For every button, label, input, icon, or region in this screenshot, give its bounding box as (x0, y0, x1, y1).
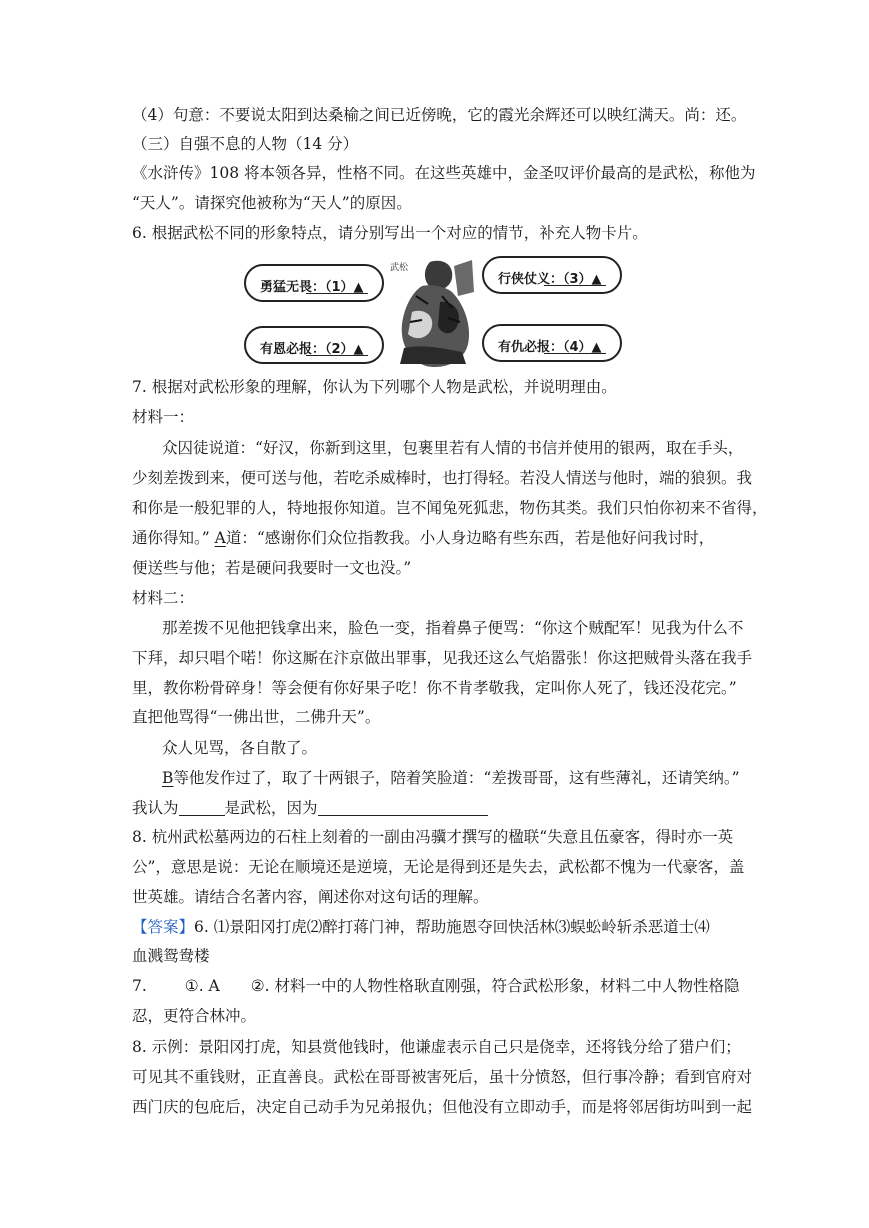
marker-b: B (162, 769, 174, 787)
card-brave-label: 勇猛无畏：（1）▲ (260, 280, 364, 295)
text-line: 《水浒传》108 将本领各异，性格不同。在这些英雄中，金圣叹评价最高的是武松，称他为 (132, 164, 756, 182)
text-line: 8. 示例：景阳冈打虎，知县赏他钱时，他谦虚表示自己只是侥幸，还将钱分给了猎户们； (132, 1038, 741, 1056)
text-line: 便送些与他；若是硬问我要时一文也没。” (132, 559, 412, 577)
text-line: “天人”。请探究他被称为“天人”的原因。 (132, 194, 412, 212)
answer-line (132, 916, 710, 938)
text-line: 忍，更符合林冲。 (132, 1007, 257, 1025)
text-line: 众囚徒说道：“好汉，你新到这里，包裹里若有人情的书信并使用的银两，取在手头， (162, 439, 744, 457)
card-brave-blank (306, 293, 368, 294)
text-line: 血溅鸳鸯楼 (132, 947, 210, 965)
text-line: 众人见骂，各自散了。 (162, 739, 318, 757)
card-grateful-label: 有恩必报：（2）▲ (260, 342, 364, 357)
question-7: 7. 根据对武松形象的理解，你认为下列哪个人物是武松，并说明理由。 (132, 378, 617, 396)
text-line: 西门庆的包庇后，决定自己动手为兄弟报仇；但他没有立即动手，而是将邻居街坊叫到一起 (132, 1098, 753, 1116)
text-line: 世英雄。请结合名著内容，阐述你对这句话的理解。 (132, 888, 489, 906)
text-line: 里，教你粉骨碎身！等会便有你好果子吃！你不肯孝敬我，定叫你人死了，钱还没花完。” (132, 679, 737, 697)
text-segment: 通你得知。” (132, 529, 215, 547)
question-6: 6. 根据武松不同的形象特点，请分别写出一个对应的情节，补充人物卡片。 (132, 224, 648, 242)
material-one-label: 材料一： (132, 408, 195, 426)
text-line: 和你是一般犯罪的人，特地报你知道。岂不闻兔死狐悲，物伤其类。我们只怕你初来不省得， (132, 499, 768, 517)
card-vengeful-label: 有仇必报：（4）▲ (498, 340, 602, 355)
marker-a: A (214, 529, 226, 547)
text-line: 直把他骂得“一佛出世，二佛升天”。 (132, 708, 381, 726)
card-grateful (244, 326, 384, 364)
answer-line (132, 975, 740, 997)
card-brave (244, 264, 384, 302)
text-segment: 我认为 (132, 799, 179, 817)
wusong-portrait-illustration (382, 252, 482, 370)
card-grateful-blank (306, 355, 368, 356)
text-line (162, 767, 740, 789)
material-two-label: 材料二： (132, 589, 195, 607)
card-chivalrous (482, 256, 622, 294)
text-line (132, 527, 714, 549)
text-line: 那差拨不见他把钱拿出来，脸色一变，指着鼻子便骂：“你这个贼配军！见我为什么不 (162, 619, 744, 637)
answer-blank-short (179, 799, 225, 816)
question-8: 8. 杭州武松墓两边的石柱上刻着的一副由冯骥才撰写的楹联“失意且伍豪客，得时亦一英 (132, 828, 734, 846)
text-segment: 6. ⑴景阳冈打虎⑵醉打蒋门神，帮助施恩夺回快活林⑶蜈蚣岭斩杀恶道士⑷ (194, 918, 710, 936)
text-line: 公”，意思是说：无论在顺境还是逆境，无论是得到还是失去，武松都不愧为一代豪客，盖 (132, 858, 745, 876)
card-vengeful (482, 324, 622, 362)
answer-blank-long (318, 799, 488, 816)
character-card-figure (240, 252, 630, 370)
text-line: 下拜，却只唱个喏！你这厮在汴京做出罪事，见我还这么气焰嚣张！你这把贼骨头落在我手 (132, 649, 753, 667)
portrait-inscription: 武松 (390, 263, 409, 273)
answer-tag: 【答案】 (132, 918, 195, 936)
text-segment: ①. A ②. 材料一中的人物性格耿直刚强，符合武松形象，材料二中人物性格隐 (184, 977, 740, 995)
text-line: 可见其不重钱财，正直善良。武松在哥哥被害死后，虽十分愤怒，但行事冷静；看到官府对 (132, 1068, 753, 1086)
card-chivalrous-label: 行侠仗义：（3）▲ (498, 272, 602, 287)
card-chivalrous-blank (544, 285, 606, 286)
text-segment: 7. (132, 977, 147, 995)
card-vengeful-blank (544, 353, 606, 354)
text-segment: 道：“感谢你们众位指教我。小人身边略有些东西，若是他好问我讨时， (225, 529, 715, 547)
text-segment: 等他发作过了，取了十两银子，陪着笑脸道：“差拨哥哥，这有些薄礼，还请笑纳。” (173, 769, 740, 787)
text-line: 少刻差拨到来，便可送与他，若吃杀威棒时，也打得轻。若没人情送与他时，端的狼狈。我 (132, 469, 753, 487)
text-line: （4）句意：不要说太阳到达桑榆之间已近傍晚，它的霞光余辉还可以映红满天。尚：还。 (132, 106, 747, 124)
section-heading: （三）自强不息的人物（14 分） (132, 135, 359, 153)
answer-blank-line (132, 797, 488, 819)
text-segment: 是武松，因为 (224, 799, 318, 817)
